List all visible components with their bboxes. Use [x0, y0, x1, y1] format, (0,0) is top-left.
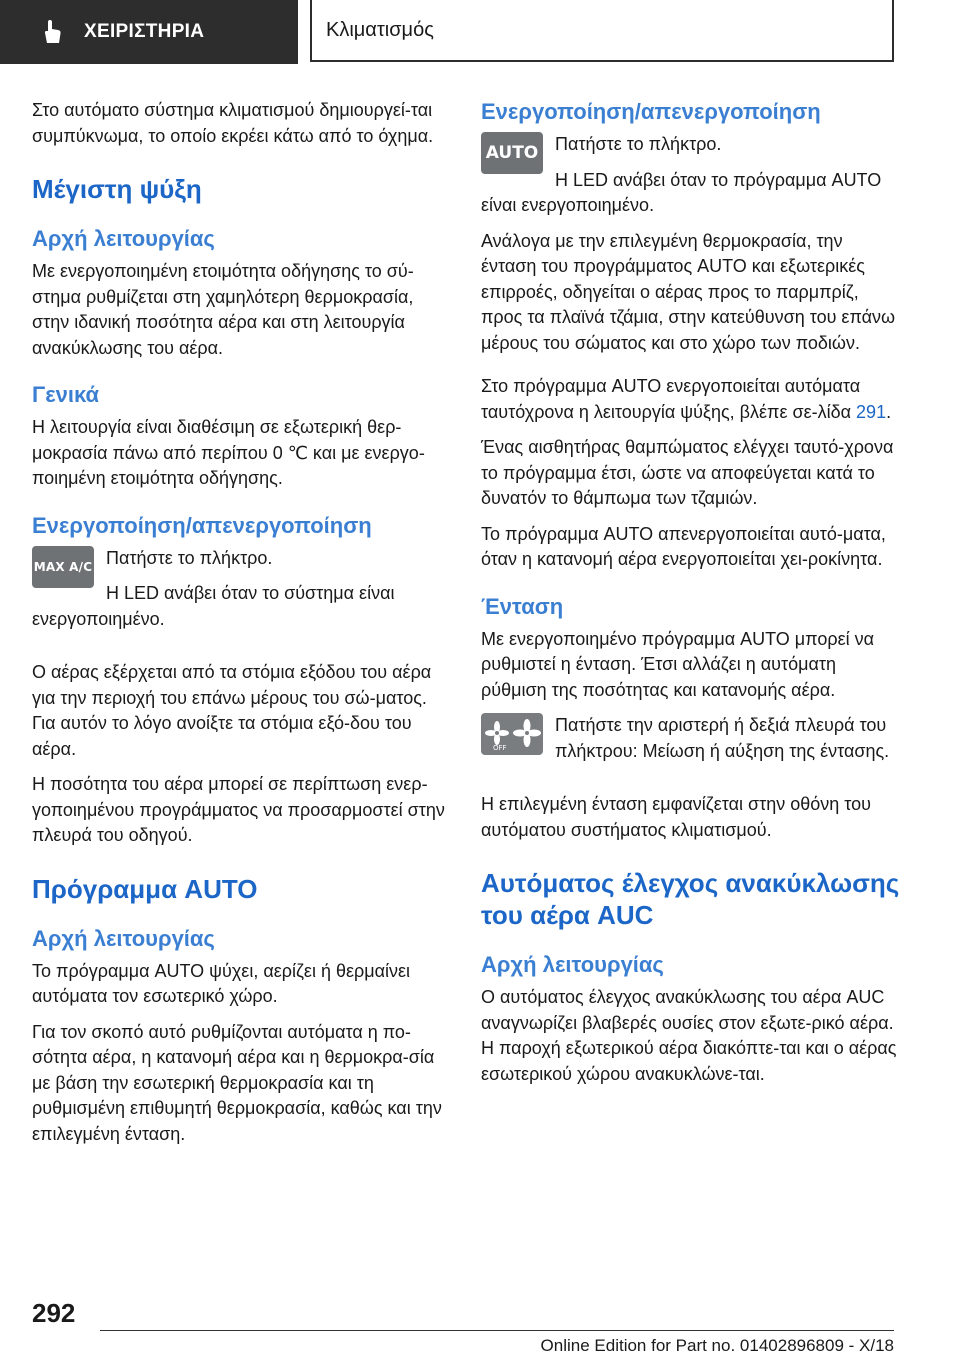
right-column — [481, 98, 901, 1097]
heading-on-off: Ενεργοποίηση/απενεργοποίηση — [481, 99, 821, 124]
chapter-title: Κλιματισμός — [326, 18, 434, 41]
paragraph: Ένας αισθητήρας θαμπώματος ελέγχει ταυτό-χρονα το πρόγραμμα έτσι, ώστε να αποφεύγεται κατά το δυνατόν το θάμπωμα των τζαμιών. — [481, 437, 894, 508]
heading-auc: Αυτόματος έλεγχος ανακύκλωσης του αέρα AUC — [481, 868, 900, 930]
heading-principle: Αρχή λειτουργίας — [32, 226, 215, 251]
paragraph: Η ποσότητα του αέρα μπορεί σε περίπτωση ενερ-γοποιημένου προγράμματος να προσαρμοστεί στην πλευρά του οδηγού. — [32, 774, 445, 845]
paragraph: Το πρόγραμμα AUTO ψύχει, αερίζει ή θερμαίνει αυτόματα τον εσωτερικό χώρο. — [32, 960, 411, 1006]
paragraph: Ο αέρας εξέρχεται από τα στόμια εξόδου του αέρα για την περιοχή του επάνω μέρους του σώ-ματος. Για αυτόν το λόγο ανοίξτε τα στόμια εξό-δου του αέρα. — [32, 662, 432, 759]
auto-button-label: AUTO — [485, 143, 539, 163]
auto-button-icon — [481, 132, 543, 174]
fan-icon — [483, 716, 541, 752]
auto-instruction — [481, 132, 901, 229]
paragraph: Για τον σκοπό αυτό ρυθμίζονται αυτόματα η πο-σότητα αέρα, η κατανομή αέρα και η θερμοκρα-σία με βάση την εσωτερική θερμοκρασία και τη ρυθμισμένη επιθυμητή θερμοκρασία, καθώς και την επιλεγμένη ένταση. — [32, 1021, 442, 1144]
paragraph: Ο αυτόματος έλεγχος ανακύκλωσης του αέρα AUC αναγνωρίζει βλαβερές ουσίες στον εξωτε-ρικό αέρα. Η παροχή εξωτερικού αέρα διακόπτε-ται και ο αέρας εσωτερικού χώρου ανακυκλώνε-ται. — [481, 987, 897, 1084]
heading-auto-program: Πρόγραμμα AUTO — [32, 873, 258, 904]
paragraph: Με ενεργοποιημένη ετοιμότητα οδήγησης το σύ-στημα ρυθμίζεται στη χαμηλότερη θερμοκρασία, στην ιδανική ποσότητα αέρα και στη λειτουργία ανακύκλωσης του αέρα. — [32, 261, 414, 358]
section-tab — [0, 0, 298, 64]
paragraph: Η λειτουργία είναι διαθέσιμη σε εξωτερική θερ-μοκρασία πάνω από περίπου 0 ℃ και με ενεργο-ποιημένη ετοιμότητα οδήγησης. — [32, 417, 425, 488]
footer-divider — [100, 1330, 894, 1331]
intensity-instruction — [481, 713, 901, 774]
maxac-button-icon — [32, 546, 94, 588]
heading-intensity: Ένταση — [481, 593, 564, 619]
fan-intensity-button-icon — [481, 713, 543, 755]
paragraph: Ανάλογα με την επιλεγμένη θερμοκρασία, την ένταση του προγράμματος AUTO και εξωτερικές επιρροές, οδηγείται ο αέρας προς το παρμπρίζ, προς τα πλαϊνά τζάμια, στην κατεύθυνση του επάνω μέρους του σώματος και στο χώρο των ποδιών. — [481, 230, 896, 353]
page-number: 292 — [32, 1298, 76, 1328]
paragraph-cooling: Στο πρόγραμμα AUTO ενεργοποιείται αυτόματα ταυτόχρονα η λειτουργία ψύξης, βλέπε σε-λίδα 291. — [481, 376, 892, 422]
instruction: Πατήστε την αριστερή ή δεξιά πλευρά του πλήκτρου: Μείωση ή αύξηση της έντασης. — [555, 715, 890, 761]
heading-general: Γενικά — [32, 382, 100, 407]
maxac-instruction — [32, 546, 452, 643]
intro-paragraph: Στο αυτόματο σύστημα κλιματισμού δημιουργεί-ται συμπύκνωμα, το οποίο εκρέει κάτω από το όχημα. — [32, 100, 434, 146]
page-link-291[interactable]: 291 — [856, 401, 887, 422]
instruction: Πατήστε το πλήκτρο. — [555, 134, 722, 154]
instruction: Η LED ανάβει όταν το σύστημα είναι ενεργοποιημένο. — [32, 583, 395, 629]
hand-pointer-icon — [38, 18, 66, 46]
section-label: ΧΕΙΡΙΣΤΗΡΙΑ — [84, 21, 205, 42]
heading-max-cooling: Μέγιστη ψύξη — [32, 174, 202, 204]
heading-on-off: Ενεργοποίηση/απενεργοποίηση — [32, 512, 372, 538]
maxac-button-label: MAX A/C — [33, 559, 93, 574]
left-column — [32, 98, 452, 1157]
paragraph: Το πρόγραμμα AUTO απενεργοποιείται αυτό-ματα, όταν η κατανομή αέρα ενεργοποιείται χει-ροκίνητα. — [481, 523, 886, 569]
footer-edition: Online Edition for Part no. 01402896809 - X/18 — [540, 1336, 894, 1355]
heading-principle: Αρχή λειτουργίας — [481, 952, 664, 977]
fan-off-label: OFF — [493, 744, 507, 752]
paragraph: Με ενεργοποιημένο πρόγραμμα AUTO μπορεί να ρυθμιστεί η ένταση. Έτσι αλλάζει η αυτόματη ρύθμιση της ποσότητας και κατανομής αέρα. — [481, 628, 875, 700]
instruction: Η LED ανάβει όταν το πρόγραμμα AUTO είναι ενεργοποιημένο. — [481, 169, 882, 215]
paragraph: Η επιλεγμένη ένταση εμφανίζεται στην οθόνη του αυτόματου συστήματος κλιματισμού. — [481, 794, 871, 840]
heading-principle: Αρχή λειτουργίας — [32, 925, 215, 951]
instruction: Πατήστε το πλήκτρο. — [106, 547, 273, 568]
chapter-header — [310, 0, 894, 62]
